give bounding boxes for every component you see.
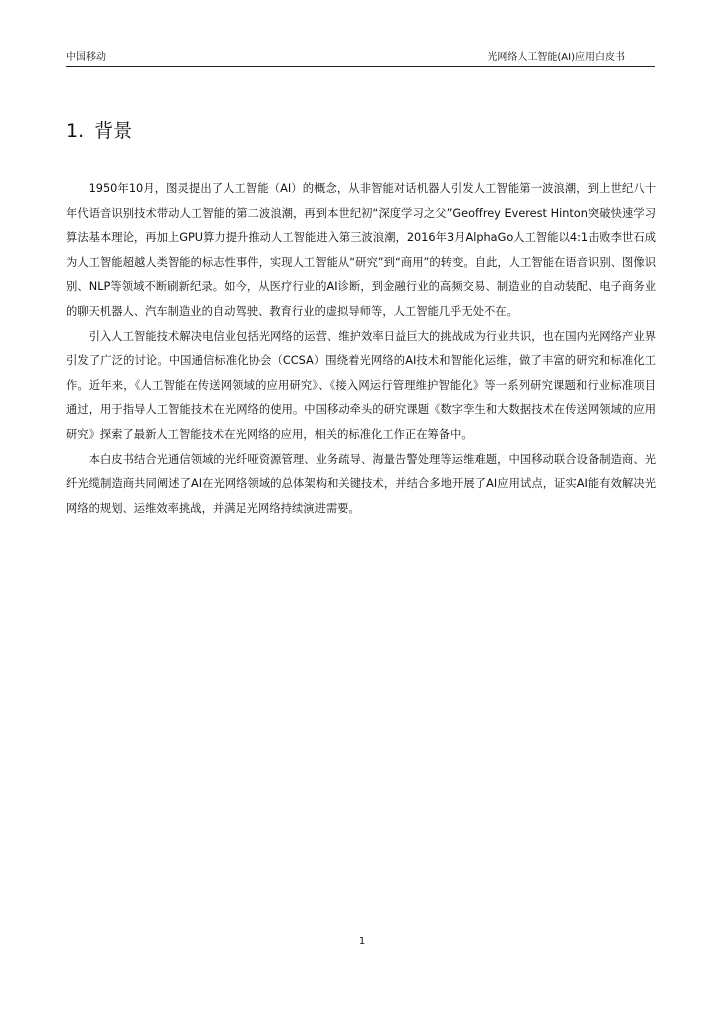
paragraph: 本白皮书结合光通信领域的光纤哑资源管理、业务疏导、海量告警处理等运维难题，中国移动联合设备制造商、光纤光缆制造商共同阐述了AI在光网络领域的总体架构和关键技术，并结合多地开展了AI应用试点，证实AI能有效解决光网络的规划、运维效率挑战，并满足光网络持续演进需要。 (66, 452, 656, 515)
page-header (66, 51, 655, 67)
paragraph: 引入人工智能技术解决电信业包括光网络的运营、维护效率日益巨大的挑战成为行业共识，也在国内光网络产业界引发了广泛的讨论。中国通信标准化协会（CCSA）围绕着光网络的AI技术和智能化运维，做了丰富的研究和标准化工作。近年来，《人工智能在传送网领域的应用研究》、《接入网运行管理维护智能化》等一系列研究课题和行业标准项目通过，用于指导人工智能技术在光网络的使用。中国移动牵头的研究课题《数字孪生和大数据技术在传送网领域的应用研究》探索了最新人工智能技术在光网络的应用，相关的标准化工作正在筹备中。 (66, 329, 656, 441)
section-title: 背景 (94, 120, 133, 142)
body-text (66, 177, 656, 521)
header-company: 中国移动 (66, 52, 106, 63)
paragraph: 1950年10月，图灵提出了人工智能（AI）的概念，从非智能对话机器人引发人工智能第一波浪潮，到上世纪八十年代语音识别技术带动人工智能的第二波浪潮，再到本世纪初“深度学习之父”Geoffrey Everest Hinton突破快速学习算法基本理论，再加上GPU算力提升推动人工智能进入第三波浪潮，2016年3月AlphaGo人工智能以4:1击败李世石成为人工智能超越人类智能的标志性事件，实现人工智能从“研究”到“商用”的转变。自此，人工智能在语音识别、图像识别、NLP等领域不断刷新纪录。如今，从医疗行业的AI诊断，到金融行业的高频交易、制造业的自动装配、电子商务业的聊天机器人、汽车制造业的自动驾驶、教育行业的虚拟导师等，人工智能几乎无处不在。 (66, 182, 656, 318)
section-heading (66, 118, 132, 144)
header-document-title: 光网络人工智能(AI)应用白皮书 (487, 52, 625, 63)
page-number: 1 (358, 936, 366, 947)
section-number: 1. (66, 120, 85, 142)
